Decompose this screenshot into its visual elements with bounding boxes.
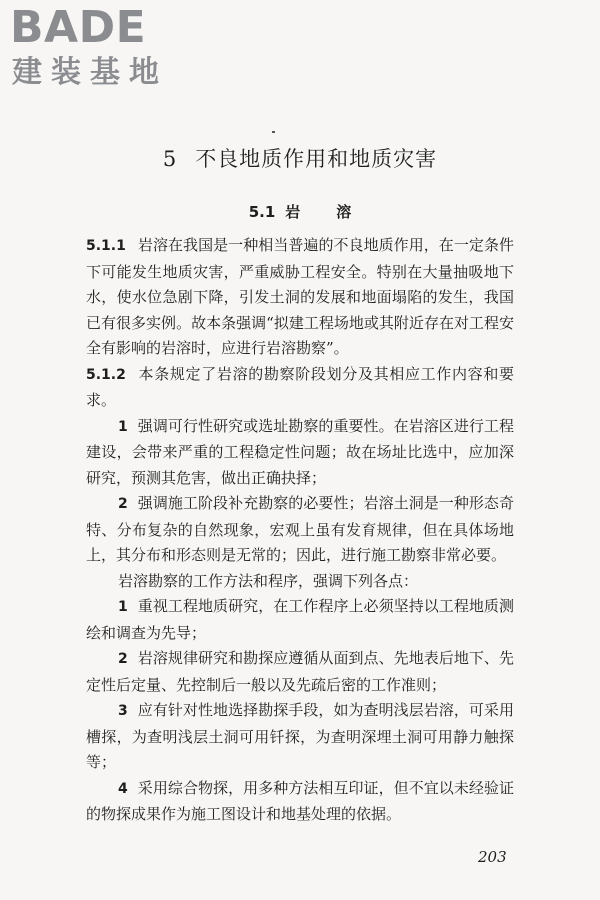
paragraph-text: 采用综合物探，用多种方法相互印证，但不宜以未经验证的物探成果作为施工图设计和地基处理的依据。	[86, 778, 514, 823]
section-number: 5.1	[248, 203, 276, 221]
list-item	[86, 646, 514, 698]
paragraph-text: 重视工程地质研究，在工作程序上必须坚持以工程地质测绘和调查为先导；	[86, 597, 514, 642]
item-number: 1	[118, 599, 128, 615]
item-number: 2	[118, 651, 128, 667]
clause-number: 5.1.2	[86, 366, 126, 383]
print-speck	[272, 131, 275, 133]
logo-text: BADE	[10, 2, 147, 53]
item-number: 3	[118, 703, 128, 719]
item-number: 2	[118, 496, 128, 512]
chapter-heading	[0, 144, 600, 174]
clause-number: 5.1.1	[86, 238, 126, 254]
paragraph-text: 强调可行性研究或选址勘察的重要性。在岩溶区进行工程建设，会带来严重的工程稳定性问题；故在场址比选中，应加深研究，预测其危害，做出正确抉择；	[86, 416, 514, 487]
item-number: 4	[118, 780, 128, 797]
paragraph-text: 应有针对性地选择勘探手段，如为查明浅层岩溶，可采用槽探，为查明浅层土洞可用钎探，为查明深埋土洞可用静力触探等；	[86, 701, 514, 771]
section-title-part1: 岩	[285, 203, 303, 221]
body-text	[86, 233, 514, 828]
list-item	[86, 776, 514, 828]
paragraph-text: 岩溶勘察的工作方法和程序，强调下列各点：	[118, 571, 419, 590]
item-number: 1	[118, 418, 128, 435]
section-title-part2: 溶	[336, 203, 352, 221]
list-item	[86, 491, 514, 569]
chapter-title: 不良地质作用和地质灾害	[195, 147, 438, 171]
list-item	[86, 698, 514, 776]
paragraph-5-1-1	[86, 233, 514, 362]
list-item	[86, 594, 514, 646]
paragraph-text: 岩溶在我国是一种相当普遍的不良地质作用，在一定条件下可能发生地质灾害，严重威胁工程安全。特别在大量抽吸地下水，使水位急剧下降，引发土洞的发展和地面塌陷的发生，我国已有很多实例。故本条强调“拟建工程场地或其附近存在对工程安全有影响的岩溶时，应进行岩溶勘察”。	[86, 236, 514, 357]
paragraph-text: 岩溶规律研究和勘探应遵循从面到点、先地表后地下、先定性后定量、先控制后一般以及先疏后密的工作准则；	[86, 649, 514, 694]
logo-subtitle: 建装基地	[12, 55, 168, 90]
paragraph-text: 强调施工阶段补充勘察的必要性；岩溶土洞是一种形态奇特、分布复杂的自然现象，宏观上虽有发育规律，但在具体场地上，其分布和形态则是无常的；因此，进行施工勘察非常必要。	[86, 494, 514, 564]
page-number: 203	[478, 848, 507, 866]
chapter-number: 5	[162, 147, 178, 171]
paragraph-text: 本条规定了岩溶的勘察阶段划分及其相应工作内容和要求。	[86, 364, 514, 409]
section-heading	[0, 201, 600, 223]
intro-paragraph	[86, 569, 514, 595]
publisher-logo	[10, 2, 168, 90]
paragraph-5-1-2	[86, 362, 514, 414]
list-item	[86, 414, 514, 492]
